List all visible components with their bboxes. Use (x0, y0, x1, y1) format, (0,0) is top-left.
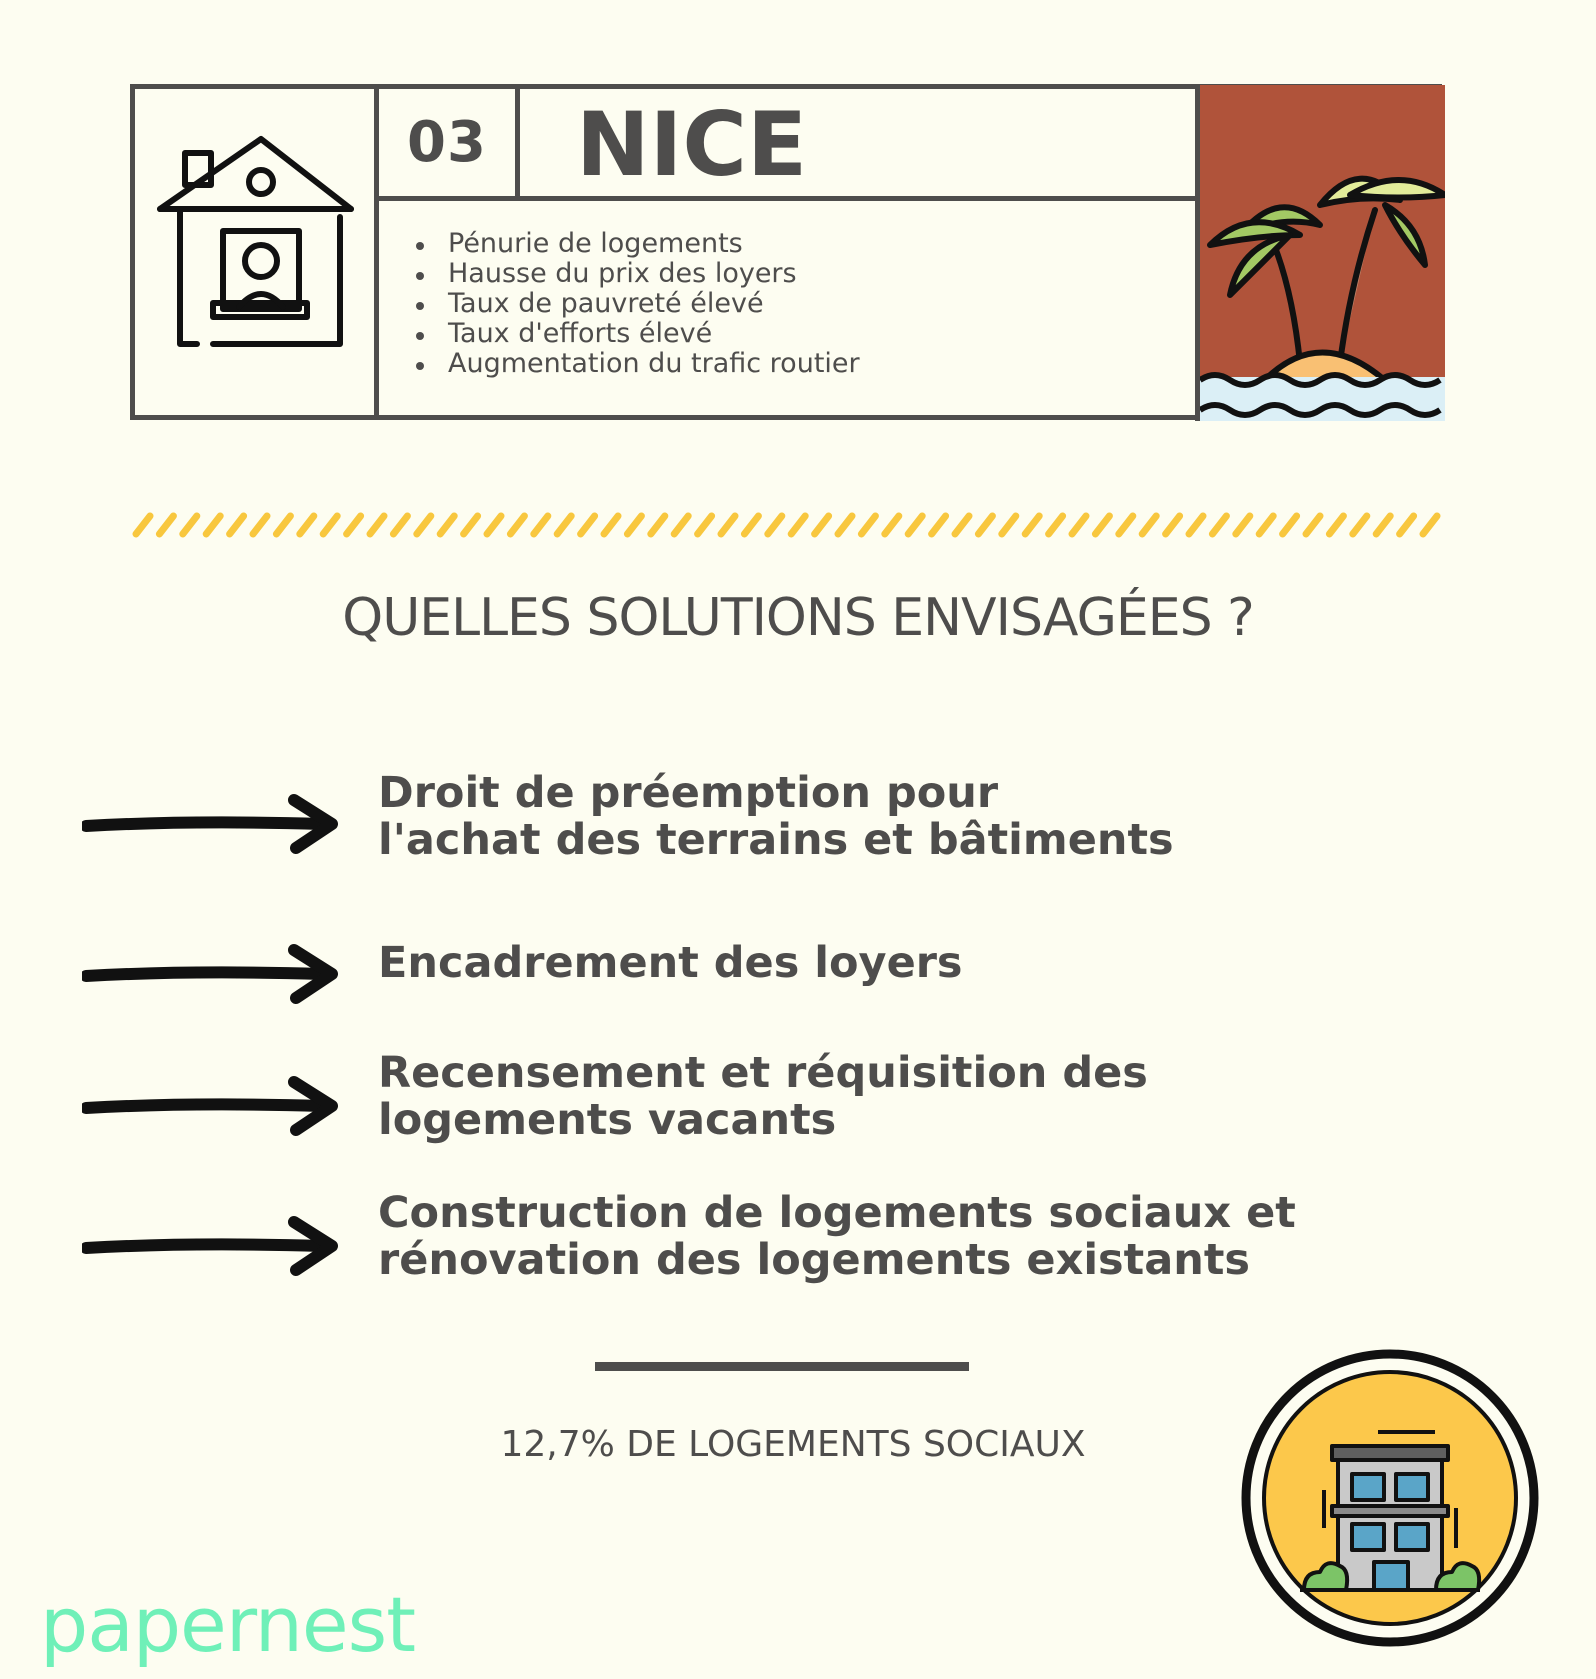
section-divider (595, 1362, 969, 1371)
social-housing-stat: 12,7% DE LOGEMENTS SOCIAUX (500, 1424, 1086, 1465)
solution-text: Encadrement des loyers (378, 938, 963, 988)
arrow-right-icon (82, 1070, 344, 1140)
problem-item: Hausse du prix des loyers (410, 259, 860, 289)
solution-text: Recensement et réquisition des logements vacants (378, 1048, 1148, 1145)
arrow-right-icon (82, 1210, 344, 1280)
house-icon-cell (135, 89, 379, 415)
papernest-logo: papernest (40, 1580, 416, 1669)
problem-item: Taux de pauvreté élevé (410, 289, 860, 319)
apartment-building-icon (1240, 1348, 1540, 1648)
solution-text: Construction de logements sociaux et rénovation des logements existants (378, 1188, 1296, 1285)
house-with-person-window-icon (135, 89, 374, 415)
card-number: 03 (379, 89, 520, 201)
problems-list (410, 229, 860, 379)
palm-island-icon (1200, 85, 1445, 421)
problem-item: Pénurie de logements (410, 229, 860, 259)
city-card (130, 84, 1442, 420)
palm-cell (1195, 85, 1445, 421)
city-title: NICE (520, 89, 1330, 201)
arrow-right-icon (82, 788, 344, 858)
solution-text: Droit de préemption pour l'achat des terrains et bâtiments (378, 768, 1174, 865)
solutions-heading: QUELLES SOLUTIONS ENVISAGÉES ? (342, 588, 1254, 648)
problem-item: Augmentation du trafic routier (410, 349, 860, 379)
hatched-divider (128, 512, 1444, 538)
problem-item: Taux d'efforts élevé (410, 319, 860, 349)
arrow-right-icon (82, 938, 344, 1008)
